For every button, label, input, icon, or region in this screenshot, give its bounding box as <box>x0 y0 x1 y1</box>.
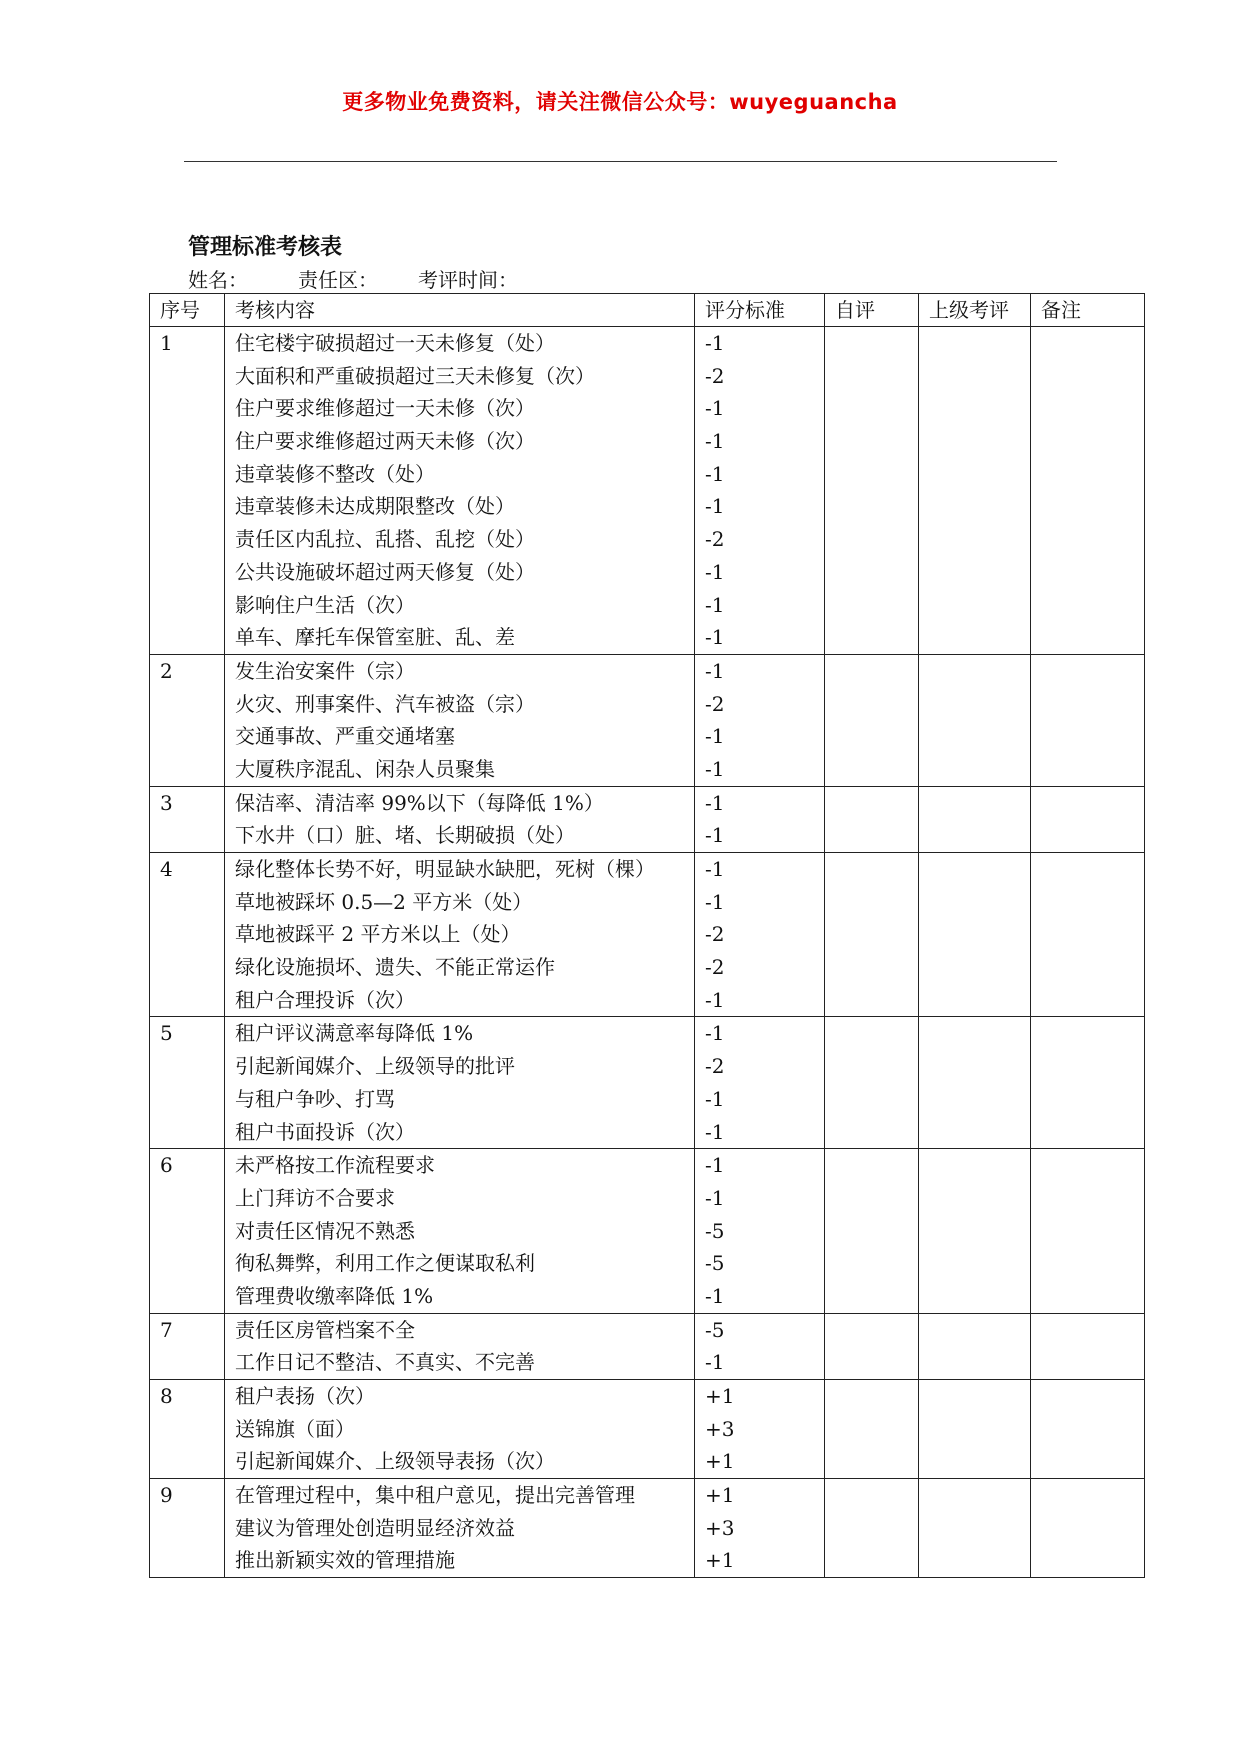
remarks-cell[interactable] <box>1031 1149 1145 1313</box>
score-line: -2 <box>705 922 725 947</box>
score-line: -1 <box>705 1185 725 1210</box>
content-line: 公共设施破坏超过两天修复（处） <box>235 559 535 584</box>
form-title: 管理标准考核表 <box>188 235 343 260</box>
remarks-cell[interactable] <box>1031 1313 1145 1379</box>
score-line: -1 <box>705 331 725 355</box>
content-line: 在管理过程中，集中租户意见，提出完善管理 <box>235 1483 635 1508</box>
content-line: 引起新闻媒介、上级领导表扬（次） <box>235 1449 555 1474</box>
content-cell <box>225 786 695 852</box>
content-cell <box>225 1017 695 1149</box>
table-row <box>150 327 1145 655</box>
content-cell <box>225 1479 695 1578</box>
table-row <box>150 1380 1145 1479</box>
assessment-table <box>149 293 1145 1578</box>
table-row <box>150 1313 1145 1379</box>
self-eval-cell[interactable] <box>825 1313 919 1379</box>
score-cell <box>695 1017 825 1149</box>
content-line: 租户书面投诉（次） <box>235 1119 415 1144</box>
content-cell <box>225 1149 695 1313</box>
item-number: 9 <box>150 1479 225 1578</box>
remarks-cell[interactable] <box>1031 1479 1145 1578</box>
header-divider <box>184 161 1057 162</box>
content-line: 租户表扬（次） <box>235 1384 375 1408</box>
score-line: -2 <box>705 1054 725 1079</box>
area-label: 责任区： <box>298 268 378 292</box>
score-line: -1 <box>705 1283 725 1308</box>
score-line: +3 <box>705 1515 735 1540</box>
content-line: 责任区房管档案不全 <box>235 1317 415 1342</box>
content-line: 工作日记不整洁、不真实、不完善 <box>235 1350 535 1375</box>
self-eval-cell[interactable] <box>825 1017 919 1149</box>
content-line: 草地被踩坏 0.5—2 平方米（处） <box>235 889 533 914</box>
form-fields <box>188 264 518 293</box>
table-header-row <box>150 294 1145 327</box>
score-cell <box>695 1479 825 1578</box>
self-eval-cell[interactable] <box>825 853 919 1017</box>
content-line: 责任区内乱拉、乱搭、乱挖（处） <box>235 527 535 552</box>
content-cell <box>225 853 695 1017</box>
score-line: -1 <box>705 1153 725 1178</box>
content-line: 住户要求维修超过两天未修（次） <box>235 429 535 454</box>
score-line: -5 <box>705 1218 725 1243</box>
score-line: -1 <box>705 429 725 454</box>
score-line: -1 <box>705 724 725 749</box>
content-line: 租户合理投诉（次） <box>235 987 415 1012</box>
remarks-cell[interactable] <box>1031 786 1145 852</box>
item-number: 6 <box>150 1149 225 1313</box>
remarks-cell[interactable] <box>1031 327 1145 655</box>
score-line: -1 <box>705 396 725 421</box>
content-line: 送锦旗（面） <box>235 1416 355 1441</box>
score-line: -1 <box>705 1350 725 1375</box>
score-line: -1 <box>705 592 725 617</box>
content-line: 违章装修未达成期限整改（处） <box>235 494 515 519</box>
supervisor-eval-cell[interactable] <box>919 654 1031 786</box>
item-number: 4 <box>150 853 225 1017</box>
remarks-cell[interactable] <box>1031 853 1145 1017</box>
score-line: -1 <box>705 625 725 650</box>
content-cell <box>225 327 695 655</box>
item-number: 1 <box>150 327 225 655</box>
header-cell: 备注 <box>1031 294 1145 327</box>
content-line: 草地被踩平 2 平方米以上（处） <box>235 922 521 947</box>
header-cell: 序号 <box>150 294 225 327</box>
score-line: -1 <box>705 987 725 1012</box>
content-line: 未严格按工作流程要求 <box>235 1153 435 1178</box>
score-cell <box>695 1149 825 1313</box>
content-cell <box>225 654 695 786</box>
self-eval-cell[interactable] <box>825 1380 919 1479</box>
score-line: +3 <box>705 1416 735 1441</box>
content-line: 火灾、刑事案件、汽车被盗（宗） <box>235 691 535 716</box>
score-line: -1 <box>705 790 725 815</box>
content-line: 建议为管理处创造明显经济效益 <box>235 1515 515 1540</box>
self-eval-cell[interactable] <box>825 654 919 786</box>
table-row <box>150 654 1145 786</box>
content-line: 引起新闻媒介、上级领导的批评 <box>235 1054 515 1079</box>
score-line: -2 <box>705 527 725 552</box>
content-cell <box>225 1380 695 1479</box>
content-line: 上门拜访不合要求 <box>235 1185 395 1210</box>
score-cell <box>695 1380 825 1479</box>
score-cell <box>695 853 825 1017</box>
score-line: -1 <box>705 857 725 881</box>
item-number: 2 <box>150 654 225 786</box>
content-line: 徇私舞弊，利用工作之便谋取私利 <box>235 1251 535 1276</box>
remarks-cell[interactable] <box>1031 1017 1145 1149</box>
score-line: -1 <box>705 1021 725 1046</box>
content-line: 住宅楼宇破损超过一天未修复（处） <box>235 331 555 355</box>
content-line: 大厦秩序混乱、闲杂人员聚集 <box>235 756 495 781</box>
supervisor-eval-cell[interactable] <box>919 1313 1031 1379</box>
header-cell: 自评 <box>825 294 919 327</box>
supervisor-eval-cell[interactable] <box>919 853 1031 1017</box>
table-row <box>150 1149 1145 1313</box>
score-line: +1 <box>705 1548 735 1573</box>
header-cell: 评分标准 <box>695 294 825 327</box>
promo-banner: 更多物业免费资料，请关注微信公众号：wuyeguancha <box>342 90 898 114</box>
supervisor-eval-cell[interactable] <box>919 1380 1031 1479</box>
content-line: 大面积和严重破损超过三天未修复（次） <box>235 363 595 388</box>
remarks-cell[interactable] <box>1031 654 1145 786</box>
content-line: 影响住户生活（次） <box>235 592 415 617</box>
item-number: 3 <box>150 786 225 852</box>
score-line: -1 <box>705 1119 725 1144</box>
content-line: 管理费收缴率降低 1% <box>235 1283 434 1308</box>
self-eval-cell[interactable] <box>825 1479 919 1578</box>
self-eval-cell[interactable] <box>825 327 919 655</box>
table-row <box>150 786 1145 852</box>
table-row <box>150 853 1145 1017</box>
score-line: -2 <box>705 955 725 980</box>
score-cell <box>695 654 825 786</box>
score-cell <box>695 327 825 655</box>
score-line: -1 <box>705 461 725 486</box>
content-line: 下水井（口）脏、堵、长期破损（处） <box>235 823 575 848</box>
content-line: 单车、摩托车保管室脏、乱、差 <box>235 625 515 650</box>
item-number: 5 <box>150 1017 225 1149</box>
content-line: 绿化设施损坏、遗失、不能正常运作 <box>235 955 555 980</box>
score-line: -2 <box>705 691 725 716</box>
score-line: +1 <box>705 1384 735 1408</box>
item-number: 8 <box>150 1380 225 1479</box>
score-line: -1 <box>705 658 725 683</box>
header-cell: 考核内容 <box>225 294 695 327</box>
self-eval-cell[interactable] <box>825 1149 919 1313</box>
supervisor-eval-cell[interactable] <box>919 786 1031 852</box>
score-line: +1 <box>705 1483 735 1508</box>
score-line: -1 <box>705 494 725 519</box>
time-label: 考评时间： <box>418 268 518 292</box>
content-line: 住户要求维修超过一天未修（次） <box>235 396 535 421</box>
content-line: 对责任区情况不熟悉 <box>235 1218 415 1243</box>
score-line: -1 <box>705 1086 725 1111</box>
content-line: 与租户争吵、打骂 <box>235 1086 395 1111</box>
score-line: -1 <box>705 756 725 781</box>
score-line: -1 <box>705 559 725 584</box>
score-line: -1 <box>705 889 725 914</box>
remarks-cell[interactable] <box>1031 1380 1145 1479</box>
table-row <box>150 1017 1145 1149</box>
content-line: 绿化整体长势不好，明显缺水缺肥，死树（棵） <box>235 857 655 881</box>
score-cell <box>695 1313 825 1379</box>
content-line: 交通事故、严重交通堵塞 <box>235 724 455 749</box>
supervisor-eval-cell[interactable] <box>919 1479 1031 1578</box>
table-row <box>150 1479 1145 1578</box>
content-line: 发生治安案件（宗） <box>235 658 415 683</box>
score-line: -5 <box>705 1317 725 1342</box>
content-line: 保洁率、清洁率 99%以下（每降低 1%） <box>235 790 604 815</box>
self-eval-cell[interactable] <box>825 786 919 852</box>
score-line: -1 <box>705 823 725 848</box>
name-label: 姓名： <box>188 268 248 292</box>
supervisor-eval-cell[interactable] <box>919 1017 1031 1149</box>
item-number: 7 <box>150 1313 225 1379</box>
content-line: 违章装修不整改（处） <box>235 461 435 486</box>
supervisor-eval-cell[interactable] <box>919 327 1031 655</box>
supervisor-eval-cell[interactable] <box>919 1149 1031 1313</box>
score-line: -5 <box>705 1251 725 1276</box>
content-line: 租户评议满意率每降低 1% <box>235 1021 474 1046</box>
score-cell <box>695 786 825 852</box>
content-cell <box>225 1313 695 1379</box>
score-line: -2 <box>705 363 725 388</box>
score-line: +1 <box>705 1449 735 1474</box>
content-line: 推出新颖实效的管理措施 <box>235 1548 455 1573</box>
header-cell: 上级考评 <box>919 294 1031 327</box>
